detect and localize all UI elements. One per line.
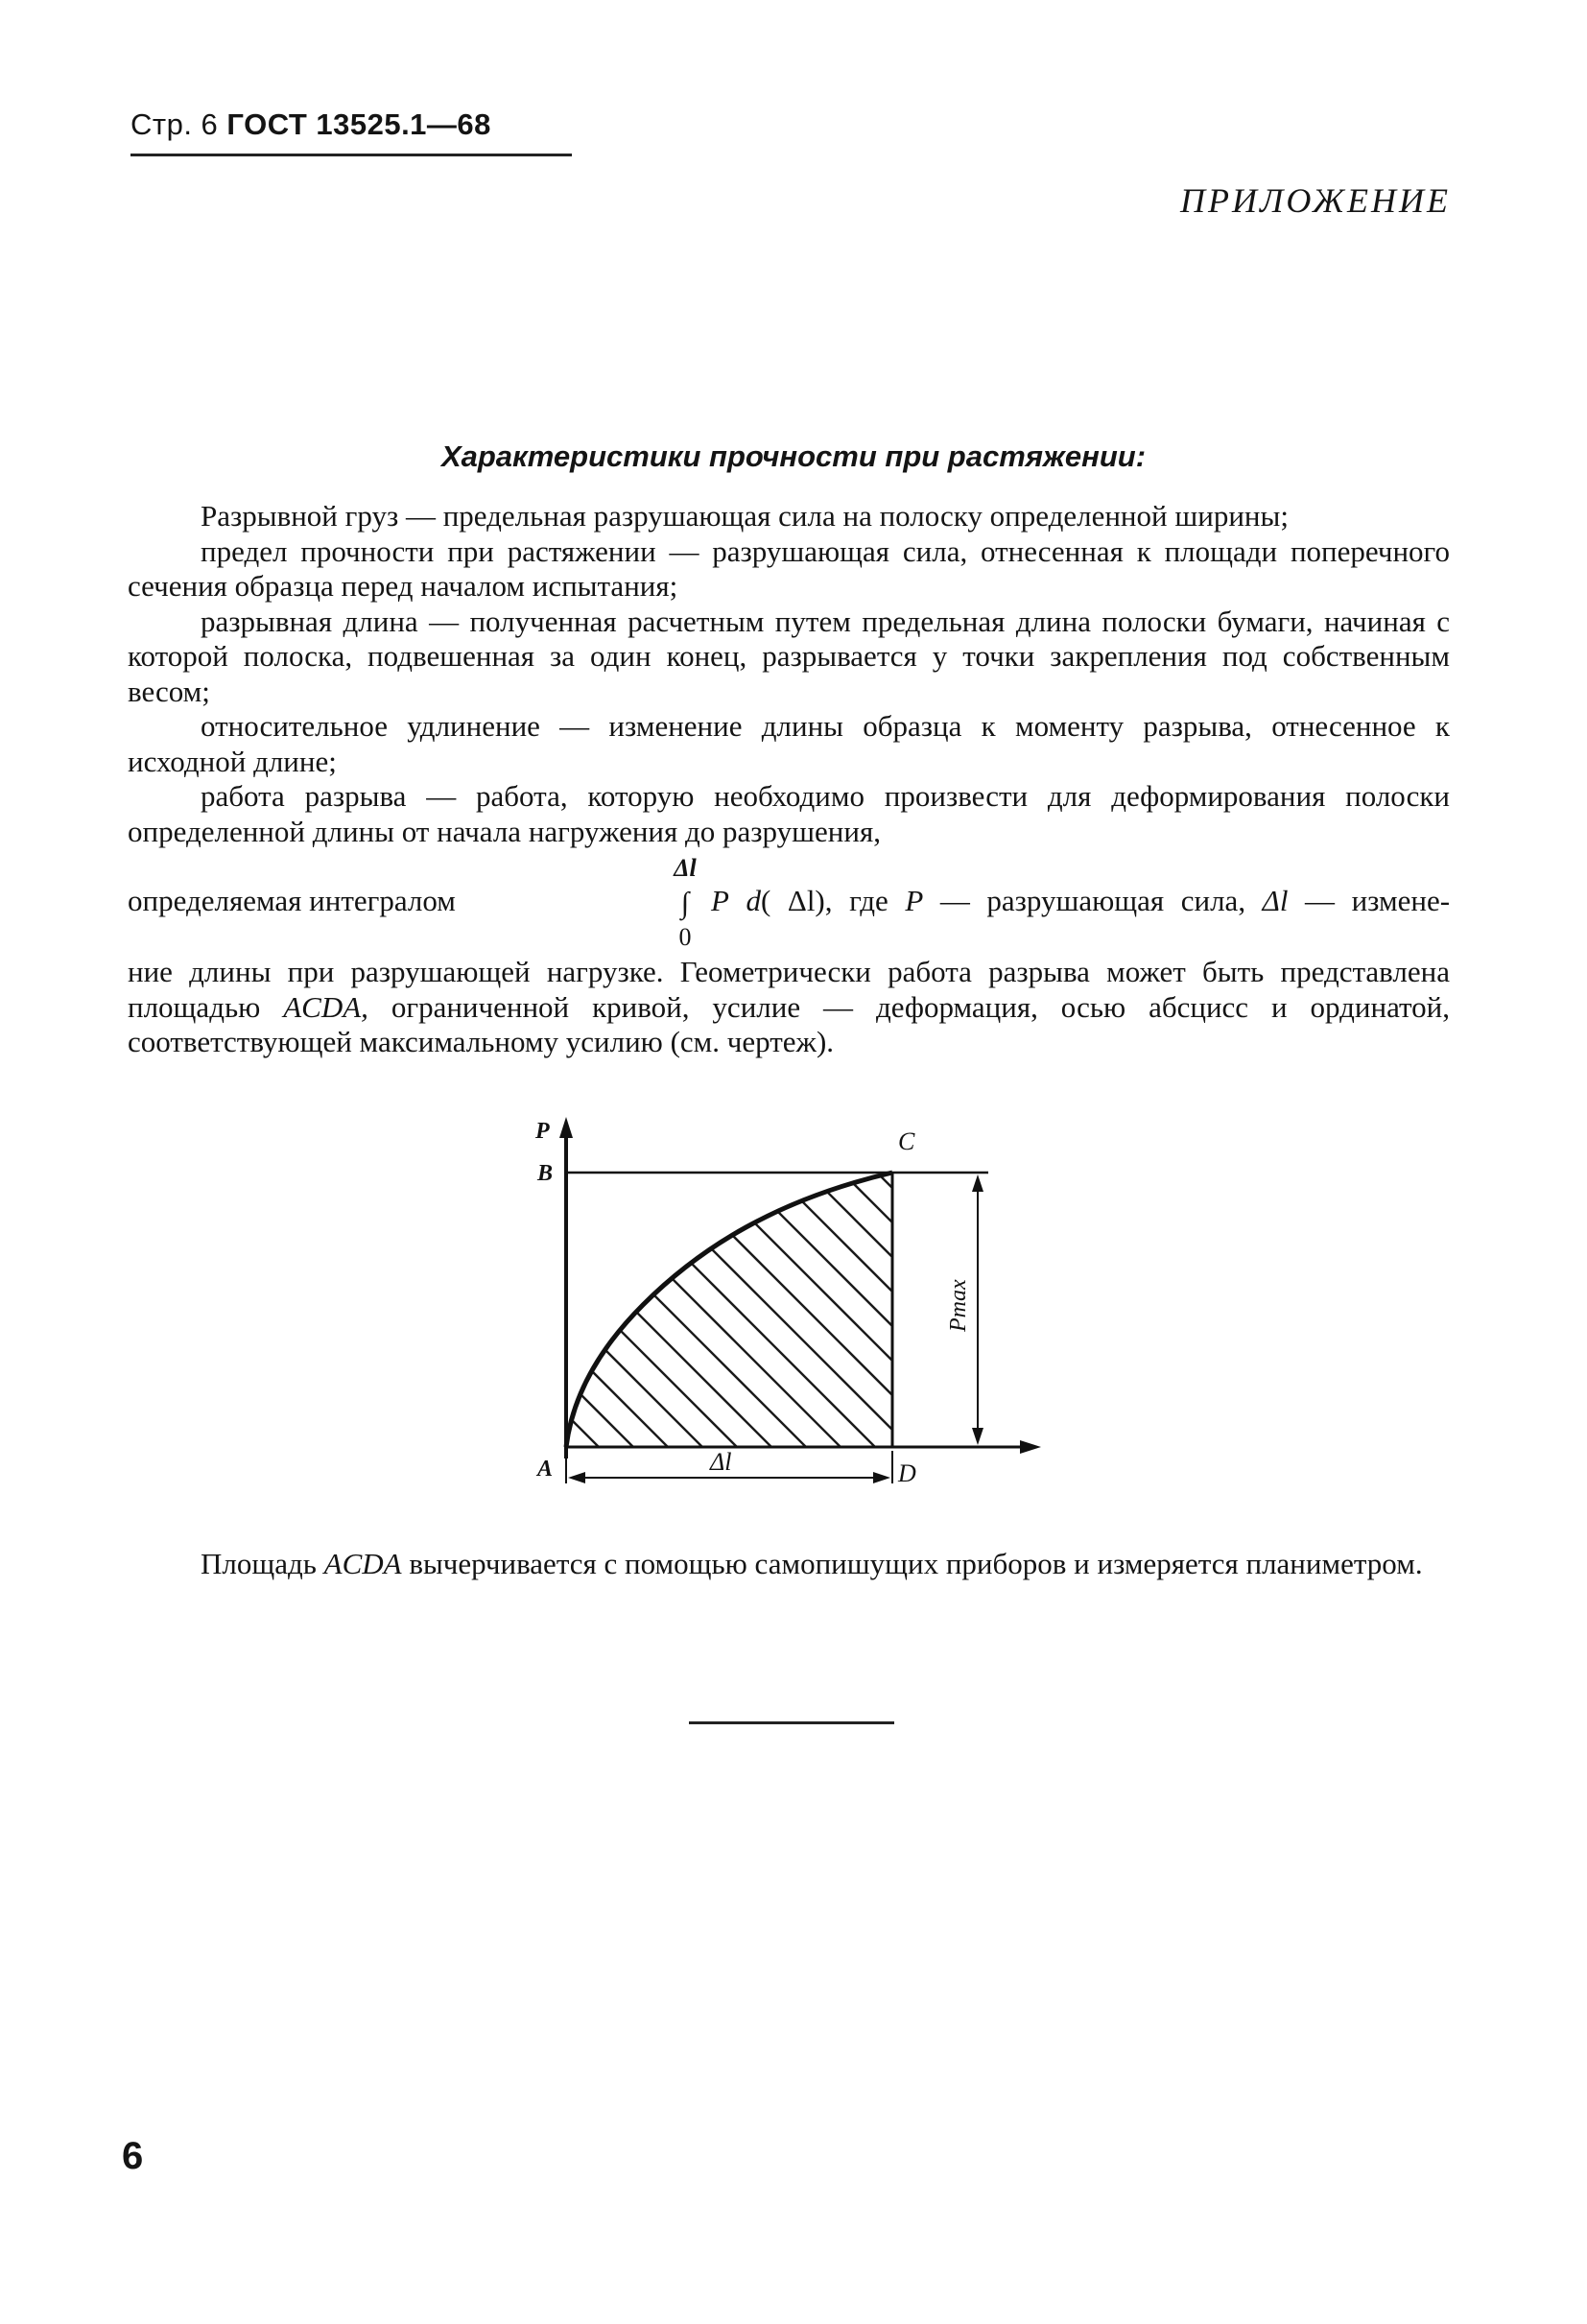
label-c: C bbox=[898, 1127, 915, 1155]
page-header bbox=[130, 107, 491, 142]
label-d: D bbox=[898, 1459, 916, 1487]
integral-upper-limit: Δl bbox=[674, 854, 697, 882]
integral bbox=[671, 851, 699, 955]
formula-line bbox=[128, 851, 1450, 955]
integral-lower-limit: 0 bbox=[678, 923, 692, 951]
x-axis-arrow bbox=[1020, 1440, 1041, 1454]
section-title: Характеристики прочности при растяжении: bbox=[440, 439, 1147, 473]
body-text bbox=[128, 499, 1450, 1060]
continuation-area-name: ACDA, bbox=[283, 989, 368, 1024]
label-pmax: Pmax bbox=[946, 1279, 971, 1332]
paragraph-continuation bbox=[128, 955, 1450, 1060]
dl-arrow-left bbox=[568, 1472, 585, 1483]
integral-sign: ∫ bbox=[680, 886, 690, 919]
where-word: где bbox=[849, 884, 888, 917]
appendix-title: ПРИЛОЖЕНИЕ bbox=[1180, 181, 1451, 220]
integrand-p: P bbox=[711, 884, 729, 917]
dl-symbol: Δl bbox=[1262, 884, 1289, 917]
dl-arrow-right bbox=[873, 1472, 890, 1483]
page-label: Стр. 6 bbox=[130, 107, 219, 141]
label-p: P bbox=[535, 1119, 550, 1144]
paragraph-tensile-strength: предел прочности при растяжении — разрушающая сила, отнесенная к площади поперечного сечения образца перед началом испытания; bbox=[128, 534, 1450, 603]
integrand-d: d bbox=[746, 884, 761, 917]
paragraph-breaking-work: работа разрыва — работа, которую необходимо произвести для деформирования полоски определенной длины от начала нагружения до разрушения, bbox=[128, 779, 1450, 848]
closing-paragraph bbox=[128, 1547, 1450, 1582]
pmax-arrow-top bbox=[972, 1174, 983, 1192]
force-deformation-figure bbox=[518, 1113, 1094, 1535]
paragraph-breaking-load: Разрывной груз — предельная разрушающая сила на полоску определенной ширины; bbox=[201, 499, 1289, 533]
formula-expression bbox=[711, 884, 1450, 919]
p-description: — разрушающая сила, bbox=[939, 884, 1246, 917]
closing-text bbox=[128, 1547, 1450, 1582]
paragraph-elongation: относительное удлинение — изменение длины образца к моменту разрыва, отнесенное к исходной длине; bbox=[128, 709, 1450, 778]
end-rule bbox=[689, 1721, 894, 1724]
label-a: A bbox=[537, 1457, 554, 1482]
continuation-text-1: ние длины при разрушающей нагрузке. Геометрически работа разрыва может быть представлена площадью bbox=[128, 955, 1450, 1024]
y-axis-arrow bbox=[559, 1117, 573, 1138]
header-rule bbox=[130, 154, 572, 156]
p-symbol: P bbox=[905, 884, 924, 917]
pmax-arrow-bottom bbox=[972, 1428, 983, 1445]
integrand-arg: ( Δl), bbox=[761, 884, 833, 917]
closing-text-1: Площадь bbox=[201, 1547, 317, 1580]
label-b: B bbox=[537, 1161, 554, 1186]
area-hatching bbox=[518, 1113, 1094, 1497]
page-number: 6 bbox=[122, 2135, 144, 2177]
dl-description: — измене- bbox=[1305, 884, 1451, 917]
paragraph-breaking-length: разрывная длина — полученная расчетным путем предельная длина полоски бумаги, начиная с которой полоска, подвешенная за один конец, разрывается у точки закрепления под собственным весом; bbox=[128, 604, 1450, 708]
standard-number: ГОСТ 13525.1—68 bbox=[226, 107, 491, 141]
force-deformation-diagram bbox=[518, 1113, 1094, 1535]
continuation-text-2: ограниченной кривой, усилие — деформация, осью абсцисс и ординатой, соответствующей максимальному усилию (см. чертеж). bbox=[128, 989, 1451, 1058]
label-dl: Δl bbox=[710, 1448, 732, 1476]
closing-text-2: вычерчивается с помощью самопишущих приборов и измеряется планиметром. bbox=[409, 1547, 1423, 1580]
formula-lead-text: определяемая интегралом bbox=[128, 884, 456, 917]
closing-area-name: ACDA bbox=[323, 1547, 402, 1580]
